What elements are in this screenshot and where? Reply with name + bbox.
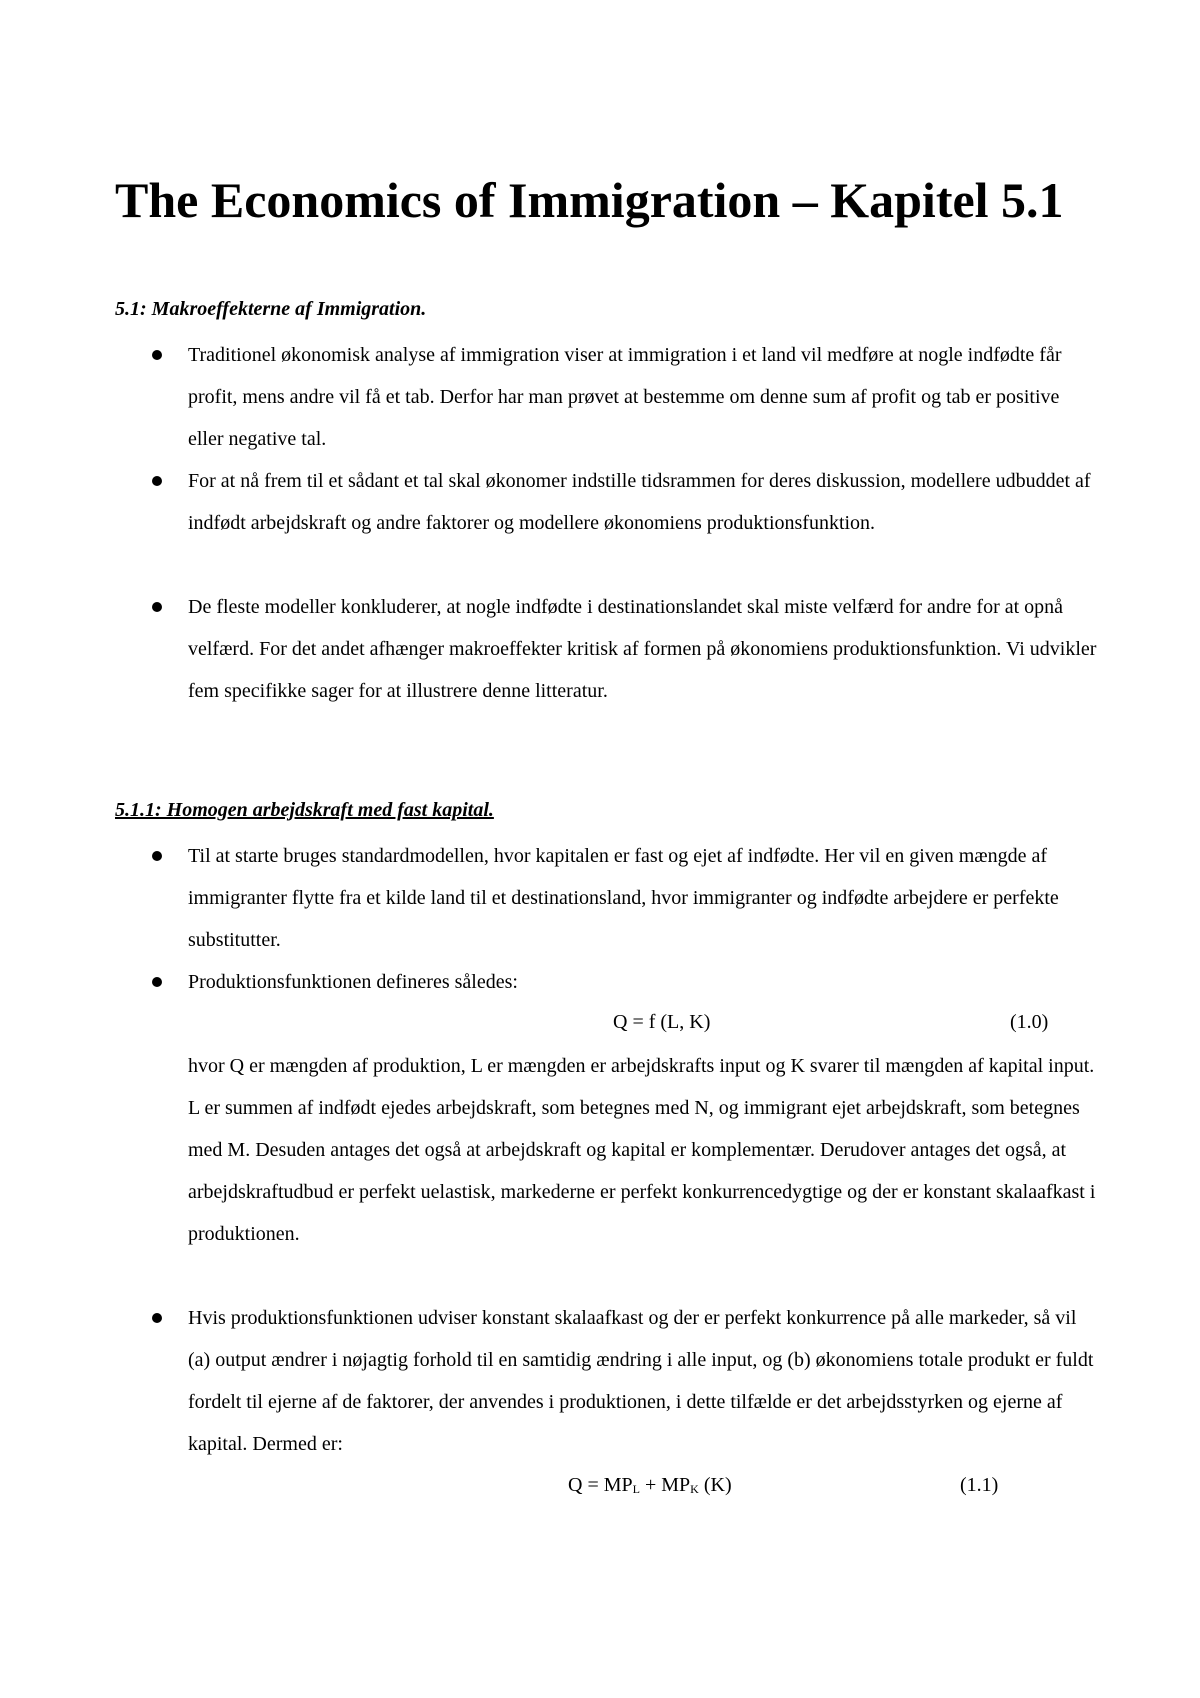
equation-1-explanation: hvor Q er mængden af produktion, L er mængden er arbejdskrafts input og K svarer til mængden af kapital input. L er summen af indfødt ejedes arbejdskraft, som betegnes med N, og immigrant ejet arbejdskraft, som betegnes med M. Desuden antages det også at arbejdskraft og kapital er komplementær. Derudover antages det også, at arbejdskraftudbud er perfekt uelastisk, markederne er perfekt konkurrencedygtige og der er konstant skalaafkast i produktionen. (188, 1055, 1096, 1245)
section-heading-5-1-1: 5.1.1: Homogen arbejdskraft med fast kapital. (115, 799, 494, 821)
section-heading-5-1: 5.1: Makroeffekterne af Immigration. (115, 298, 427, 320)
bullet-icon (152, 851, 162, 861)
bullet-text: Traditionel økonomisk analyse af immigration viser at immigration i et land vil medføre at nogle indfødte får profit, mens andre vil få et tab. Derfor har man prøvet at bestemme om denne sum af profit og tab er positive eller negative tal. (188, 344, 1062, 450)
equation-2-rhs: (K) (698, 1474, 732, 1496)
bullet-icon (152, 602, 162, 612)
equation-2-number: (1.1) (960, 1474, 999, 1496)
equation-1: Q = f (L, K) (613, 1011, 711, 1033)
equation-2-sub-l: L (632, 1482, 640, 1496)
bullet-icon (152, 977, 162, 987)
bullet-icon (152, 350, 162, 360)
equation-2 (568, 1474, 732, 1497)
equation-1-number: (1.0) (1010, 1011, 1049, 1033)
bullet-text: For at nå frem til et sådant et tal skal økonomer indstille tidsrammen for deres diskussion, modellere udbuddet af indfødt arbejdskraft og andre faktorer og modellere økonomiens produktionsfunktion. (188, 470, 1091, 534)
bullet-text: Til at starte bruges standardmodellen, hvor kapitalen er fast og ejet af indfødte. Her vil en given mængde af immigranter flytte fra et kilde land til et destinationsland, hvor immigranter og indfødte arbejdere er perfekte substitutter. (188, 845, 1059, 951)
bullet-icon (152, 1313, 162, 1323)
bullet-text: Produktionsfunktionen defineres således: (188, 971, 518, 993)
bullet-icon (152, 476, 162, 486)
bullet-text: De fleste modeller konkluderer, at nogle indfødte i destinationslandet skal miste velfærd for andre for at opnå velfærd. For det andet afhænger makroeffekter kritisk af formen på økonomiens produktionsfunktion. Vi udvikler fem specifikke sager for at illustrere denne litteratur. (188, 596, 1097, 702)
equation-2-lhs: Q = MP (568, 1474, 633, 1496)
equation-2-plus: + MP (639, 1474, 691, 1496)
page-title: The Economics of Immigration – Kapitel 5.1 (115, 172, 1064, 228)
bullet-text: Hvis produktionsfunktionen udviser konstant skalaafkast og der er perfekt konkurrence på alle markeder, så vil (a) output ændrer i nøjagtig forhold til en samtidig ændring i alle input, og (b) økonomiens totale produkt er fuldt fordelt til ejerne af de faktorer, der anvendes i produktionen, i dette tilfælde er det arbejdsstyrken og ejerne af kapital. Dermed er: (188, 1307, 1094, 1455)
equation-2-sub-k: K (690, 1482, 699, 1496)
